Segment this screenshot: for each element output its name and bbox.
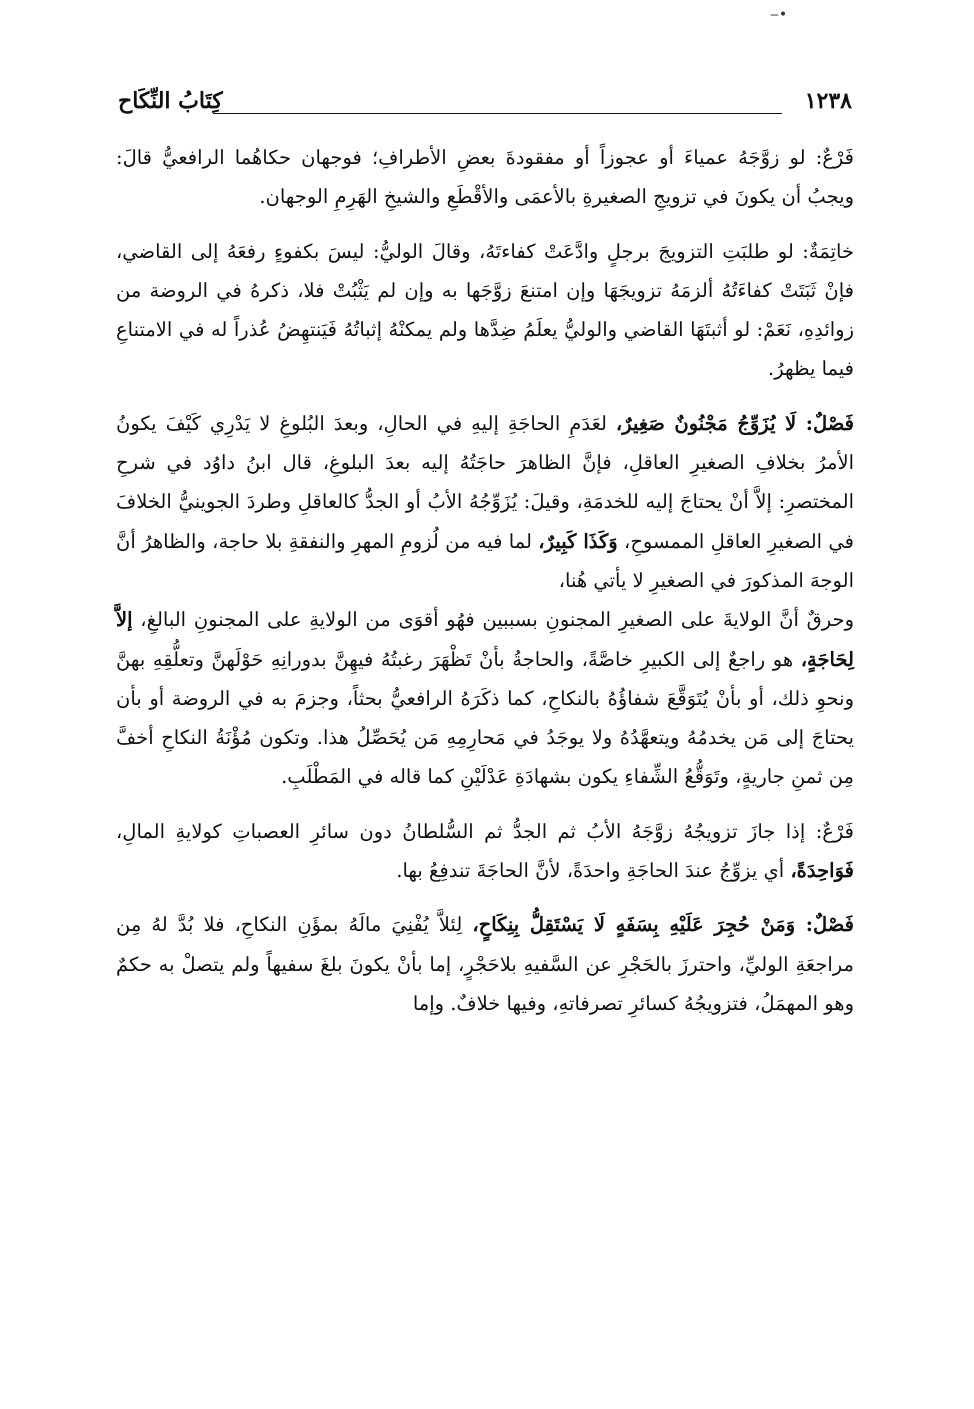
paragraph-far-1 <box>116 138 854 217</box>
page-body <box>116 138 854 1038</box>
paragraph-text: لما فيه من لُزومِ المهرِ والنفقةِ بلا حاجة، والظاهرُ أنَّ الوجهَ المذكورَ في الصغيرِ لا يأتي هُنا، <box>116 529 854 592</box>
matn-lead: فَصْلٌ: وَمَنْ حُجِرَ عَلَيْهِ بِسَفَهٍ لَا يَسْتَقِلُّ بِنِكَاحٍ، <box>472 913 854 937</box>
paragraph-fasl-majnun <box>116 404 854 797</box>
paragraph-text: لِئلاَّ يُفْنِيَ مالَهُ بمؤَنِ النكاحِ، فلا بُدَّ لهُ مِن مراجعَةِ الوليِّ، واحترزَ بالحَجْرِ عن السَّفيهِ بلاحَجْرٍ، إما بأنْ يكونَ بلغَ سفيهاً ولم يتصلْ به حكمٌ وهو المهمَلُ، فتزويجُهُ كسائرِ تصرفاتهِ، وفيها خلافٌ. وإما <box>116 913 854 1015</box>
paragraph-text: إذا جازَ تزويجُهُ زوَّجَهُ الأبُ ثم الجدُّ ثم السُّلطانُ دون سائرِ العصباتِ كولايةِ المالِ، <box>116 819 816 843</box>
paragraph-text: لو زوَّجَهُ عمياءَ أو عجوزاً أو مفقودةَ بعضِ الأطرافِ؛ فوجهان حكاهُما الرافعيُّ قالَ: ويجبُ أن يكونَ في تزويجِ الصغيرةِ بالأعمَى والأقْطَعِ والشيخِ الهَرِمِ الوجهان. <box>116 146 854 209</box>
section-lead: فَرْعٌ: <box>815 146 854 169</box>
paragraph-text: لو طلبَتِ التزويجَ برجلٍ وادَّعَتْ كفاءتَهُ، وقالَ الوليُّ: ليسَ بكفوءٍ رفعَهُ إلى القاضي، فإنْ ثَبَتَتْ كفاءَتُهُ ألزمَهُ تزويجَهَا وإن امتنعَ زوَّجَها به وإن لم يَثْبُتْ فلا، ذكرهُ في الروضة من زوائدِهِ، نَعَمْ: لو أثبتَهَا القاضي والوليُّ يعلَمُ ضِدَّها ولم يمكنْهُ إثباتُهُ فَيَنتهِضُ عُذراً له في الامتناعِ فيما يظهرُ. <box>116 239 854 381</box>
section-lead: فَرْعٌ: <box>815 819 854 843</box>
header-rule <box>213 113 782 114</box>
section-lead: خاتِمَةٌ: <box>802 239 855 263</box>
paragraph-text: هو راجعٌ إلى الكبيرِ خاصَّةً، والحاجةُ بأنْ تَظْهَرَ رغبتُهُ فيهِنَّ بدورانِهِ حَوْلَهنَّ وتعلُّقِهِ بهنَّ ونحوِ ذلك، أو بأنْ يُتَوَقَّعَ شفاؤُهُ بالنكاحِ، كما ذكَرَهُ الرافعيُّ بحثاً، وجزمَ به في الروضة أو بأن يحتاجَ إلى مَن يخدمُهُ ويتعهَّدُهُ ولا يوجَدُ في مَحارِمِهِ مَن يُحَصِّلُ هذا. وتكون مُؤْنَةُ النكاحِ أخفَّ مِن ثمنِ جاريةٍ، وتَوَقُّعُ الشِّفاءِ يكون بشهادَةِ عَدْلَيْنِ كما قاله في المَطْلَبِ. <box>116 647 854 789</box>
paragraph-text: وحرقٌ أنَّ الولايةَ على الصغيرِ المجنونِ بسببين فهُو أقوَى من الولايةِ على المجنونِ البالغِ، <box>132 608 854 632</box>
paragraph-text: أي يزوِّجُ عندَ الحاجَةِ واحدَةً، لأنَّ الحاجَةَ تندفِعُ بها. <box>396 859 791 883</box>
running-header <box>118 84 852 118</box>
page-number: ١٢٣٨ <box>804 88 852 114</box>
book-title: كِتَابُ النِّكَاح <box>118 88 223 114</box>
matn-kabir: وَكَذَا كَبِيرٌ، <box>538 529 618 553</box>
matn-wahida: فَوَاحِدَةً، <box>790 859 854 883</box>
paragraph-far-2 <box>116 812 854 891</box>
paragraph-khatima <box>116 232 854 389</box>
scan-speck: •‒ <box>770 7 788 23</box>
paragraph-text: لعَدَمِ الحاجَةِ إليهِ في الحالِ، وبعدَ البُلوغِ لا يَدْرِي كَيْفَ يكونُ الأمرُ بخلافِ الصغيرِ العاقلِ، فإنَّ الظاهرَ حاجَتُهُ إليه بعدَ البلوغِ، قال ابنُ داوُد في شرحِ المختصرِ: إلاَّ أنْ يحتاجَ إليه للخدمَةِ، وقيلَ: يُزَوِّجُهُ الأبُ أو الجدُّ كالعاقلِ وطردَ الجوينيُّ الخلافَ في الصغيرِ العاقلِ الممسوحِ، <box>116 411 855 553</box>
paragraph-fasl-safah <box>116 905 854 1023</box>
matn-lead: فَصْلٌ: لَا يُزَوِّجُ مَجْنُونٌ صَغِيرٌ، <box>615 411 854 435</box>
matn-hajah: إلاَّ لِحَاجَةٍ، <box>116 608 854 671</box>
